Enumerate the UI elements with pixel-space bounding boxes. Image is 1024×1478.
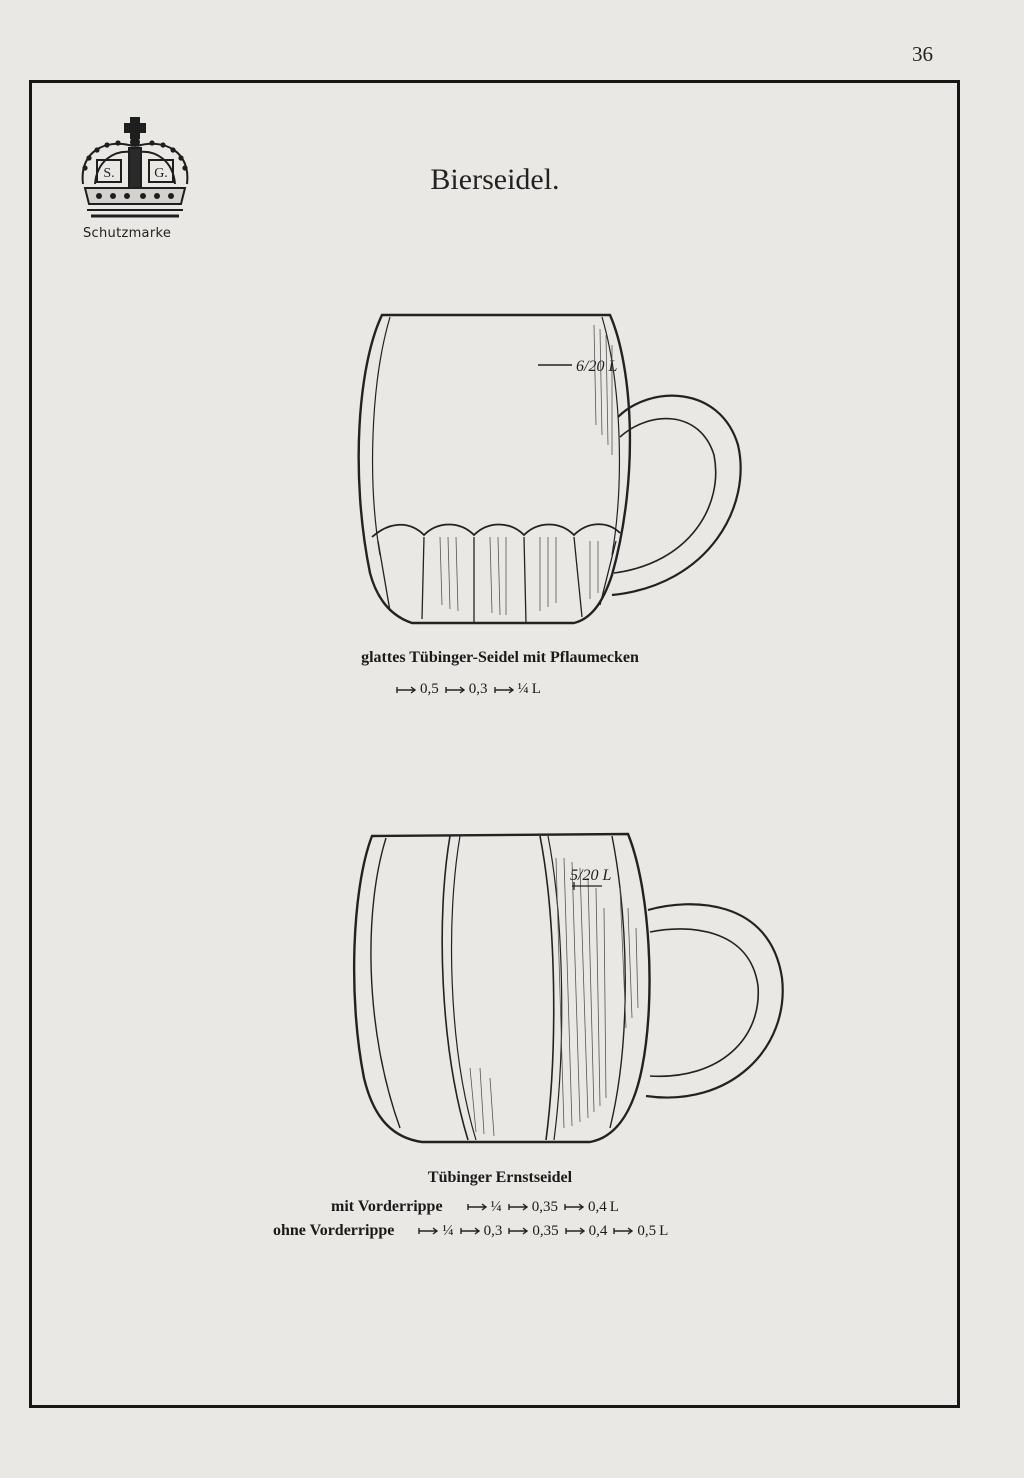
size-value: ¼ [517,681,529,697]
variant-label: ohne Vorderrippe [273,1222,395,1239]
size-item [508,1199,558,1216]
size-value: ¼ [442,1222,454,1239]
size-item [508,1223,558,1240]
size-mark-icon [460,1227,480,1235]
logo-initial-left: S. [103,166,115,181]
size-value: 0,4 [588,1198,607,1215]
size-item [564,1199,619,1216]
caption-tuebinger-seidel: glattes Tübinger-Seidel mit Pflaumecken [361,649,639,666]
size-value: ¼ [490,1198,502,1215]
size-mark-icon [508,1203,528,1211]
trademark-label: Schutzmarke [83,226,172,241]
size-unit: L [531,681,541,697]
size-item [494,681,541,698]
size-item [613,1223,668,1240]
size-item [418,1223,453,1240]
size-item [565,1223,608,1240]
size-value: 0,3 [483,1222,503,1239]
sizes-row-ohne-vorderrippe [273,1222,668,1240]
size-item [445,681,488,698]
measure-mark-label: 5/20 L [570,867,612,884]
page-title: Bierseidel. [430,163,560,197]
sizes-row-tuebinger-seidel [396,681,541,698]
size-item [467,1199,502,1216]
size-unit: L [659,1222,669,1239]
size-mark-icon [418,1227,438,1235]
size-value: 0,35 [531,1198,559,1215]
page-number: 36 [912,42,933,66]
size-value: 0,5 [637,1222,657,1239]
size-mark-icon [396,686,416,694]
size-value: 0,3 [468,681,488,697]
size-value: 0,5 [420,681,439,697]
mug-illustration-ernstseidel [350,828,795,1148]
size-item [396,681,439,698]
logo-initial-right: G. [154,166,168,181]
size-value: 0,4 [588,1222,608,1239]
measure-mark-label: 6/20 L [576,358,618,375]
size-mark-icon [508,1227,528,1235]
mug-illustration-tuebinger-seidel [350,305,750,630]
size-value: 0,35 [532,1222,559,1239]
size-unit: L [609,1198,619,1215]
caption-ernstseidel: Tübinger Ernstseidel [427,1169,573,1186]
size-mark-icon [613,1227,633,1235]
size-mark-icon [467,1203,487,1211]
size-mark-icon [445,686,465,694]
size-item [460,1223,503,1240]
size-mark-icon [565,1227,585,1235]
variant-label: mit Vorderrippe [331,1198,443,1215]
size-mark-icon [494,686,514,694]
size-mark-icon [564,1203,584,1211]
sizes-row-mit-vorderrippe [331,1198,619,1216]
